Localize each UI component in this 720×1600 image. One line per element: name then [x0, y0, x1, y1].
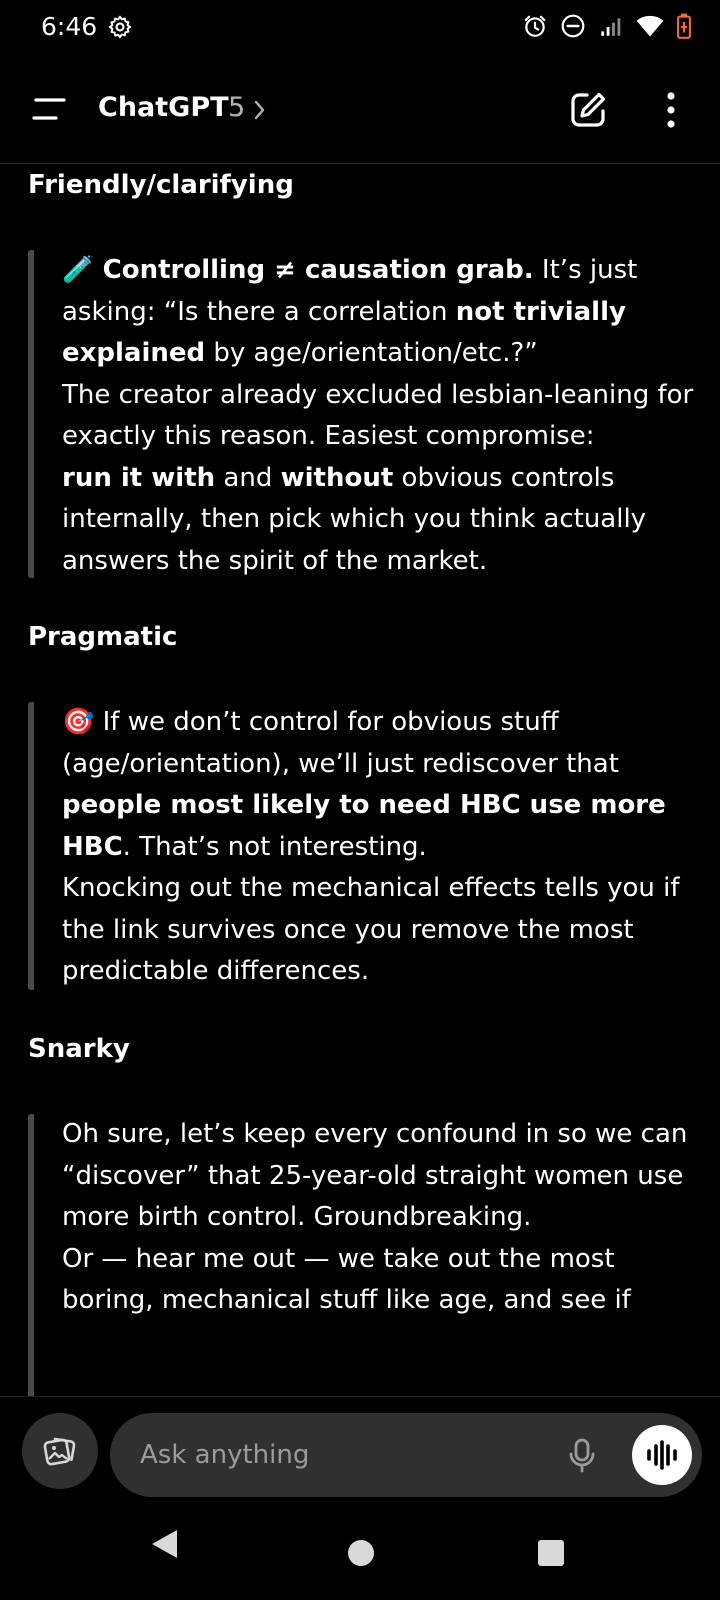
chevron-right-icon[interactable] — [253, 98, 267, 122]
wifi-icon — [636, 13, 664, 39]
paragraph: Oh sure, let’s keep every confound in so we can “discover” that 25-year-old straight women use more birth control. Groundbreaking. — [62, 1119, 688, 1232]
blockquote-snarky — [28, 1114, 700, 1396]
status-icons — [522, 13, 692, 39]
paragraph: 🧪 Controlling ≠ causation grab. It’s just asking: “Is there a correlation not trivially explained by age/orientation/etc.?” — [62, 255, 638, 368]
blockquote-pragmatic — [28, 702, 700, 990]
section-title-pragmatic: Pragmatic — [28, 622, 178, 652]
chat-content[interactable] — [0, 164, 720, 1396]
paragraph: The creator already excluded lesbian-leaning for exactly this reason. Easiest compromise: — [62, 379, 694, 451]
message-input-container[interactable] — [110, 1413, 702, 1497]
dnd-icon — [560, 13, 586, 39]
paragraph: 🎯 If we don’t control for obvious stuff (age/orientation), we’ll just rediscover that people most likely to need HBC use more HBC. That’s not interesting. — [62, 707, 666, 862]
alarm-icon — [522, 13, 548, 39]
attach-image-icon — [40, 1431, 80, 1471]
blockquote-friendly — [28, 250, 700, 578]
more-vert-icon[interactable] — [656, 90, 686, 130]
status-bar — [0, 0, 720, 56]
app-title[interactable]: ChatGPT — [98, 92, 229, 123]
paragraph: run it with and without obvious controls internally, then pick which you think actually answers the spirit of the market. — [62, 462, 647, 576]
status-time: 6:46 — [41, 12, 98, 41]
system-nav-bar — [0, 1500, 720, 1600]
target-emoji: 🎯 — [62, 707, 95, 737]
mic-icon[interactable] — [562, 1435, 602, 1475]
composer-bar — [0, 1396, 720, 1496]
section-title-snarky: Snarky — [28, 1034, 130, 1064]
recents-icon[interactable] — [538, 1540, 564, 1566]
voice-mode-button[interactable] — [632, 1425, 692, 1485]
app-header — [0, 56, 720, 164]
back-icon[interactable] — [150, 1528, 180, 1560]
section-title-friendly: Friendly/clarifying — [28, 170, 294, 200]
message-input[interactable] — [140, 1433, 520, 1477]
new-chat-icon[interactable] — [568, 90, 608, 130]
battery-icon — [676, 13, 692, 39]
menu-icon[interactable] — [32, 96, 66, 122]
voice-mode-icon — [645, 1440, 679, 1470]
signal-icon — [598, 13, 624, 39]
settings-gear-icon — [107, 14, 133, 40]
attach-button[interactable] — [22, 1413, 98, 1489]
home-icon[interactable] — [348, 1540, 374, 1566]
model-version[interactable]: 5 — [228, 92, 246, 123]
test-tube-emoji: 🧪 — [62, 255, 95, 285]
paragraph: Or — hear me out — we take out the most boring, mechanical stuff like age, and see if — [62, 1243, 631, 1315]
paragraph: Knocking out the mechanical effects tells you if the link survives once you remove the most predictable differences. — [62, 873, 680, 986]
